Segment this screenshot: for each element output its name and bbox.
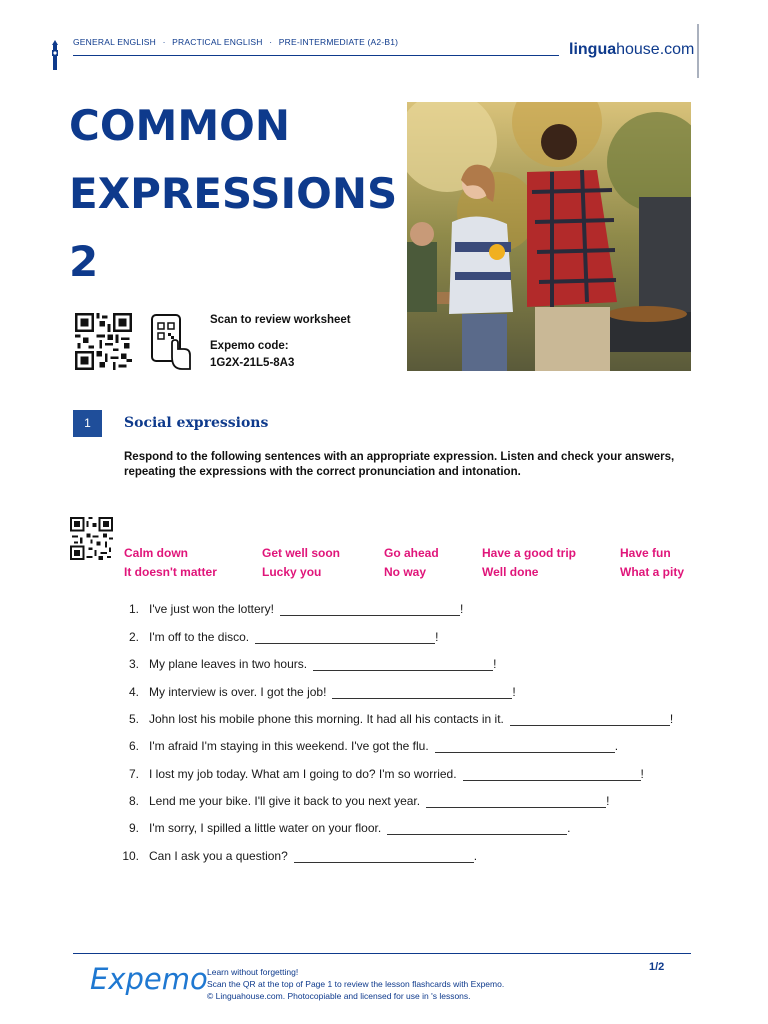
breadcrumb-item: GENERAL ENGLISH [73,37,156,47]
item-end-punct: ! [669,712,674,726]
expression-option: What a pity [620,565,685,579]
scan-instructions [210,312,351,372]
item-end-punct: . [614,739,619,753]
section-instructions: Respond to the following sentences with an appropriate expression. Listen and check your answers, repeating the expressions with the correct pronunciation and intonation. [124,451,675,478]
footer-copyright: © Linguahouse.com. Photocopiable and licensed for use in 's lessons. [207,991,471,1001]
page-number: 1/2 [649,961,665,973]
lesson-photo [407,102,691,371]
breadcrumb-item: PRE-INTERMEDIATE (A2-B1) [278,37,399,47]
exercise-item [114,739,618,753]
answer-blank[interactable] [280,603,460,616]
item-prompt: I'm afraid I'm staying in this weekend. I've got the flu. [149,739,429,753]
brand-logo[interactable] [569,41,694,59]
title-line: COMMON [69,101,290,150]
expression-option: Have a good trip [482,546,577,560]
expression-option: Lucky you [262,565,322,579]
item-number: 6. [128,739,139,753]
breadcrumb-item: PRACTICAL ENGLISH [172,37,263,47]
item-number: 5. [128,712,139,726]
item-number: 9. [128,821,139,835]
audio-qr-code-icon[interactable] [69,517,114,560]
answer-blank[interactable] [294,850,474,863]
answer-blank[interactable] [332,686,512,699]
item-number: 1. [128,602,139,616]
item-prompt: My plane leaves in two hours. [149,657,308,671]
section-title: Social expressions [124,415,269,431]
exercise-item [114,794,609,808]
header-side-bar [697,24,699,78]
item-prompt: Lend me your bike. I'll give it back to you next year. [149,794,421,808]
exercise-item [114,657,496,671]
footer-divider [73,953,691,954]
answer-blank[interactable] [510,713,670,726]
item-end-punct: . [473,849,478,863]
expression-option: No way [384,565,427,579]
item-prompt: I'm off to the disco. [149,630,250,644]
breadcrumb [73,37,402,47]
exercise-item [114,630,438,644]
section-number-badge: 1 [73,410,102,437]
answer-blank[interactable] [313,658,493,671]
item-prompt: I'm sorry, I spilled a little water on your floor. [149,821,382,835]
exercise-item [114,821,571,835]
item-number: 4. [128,685,139,699]
expression-option: Calm down [124,546,189,560]
photo-illustration [407,102,691,371]
title-line: 2 [69,237,99,286]
expression-option: Well done [482,565,539,579]
item-prompt: Can I ask you a question? [149,849,288,863]
breadcrumb-separator: · [162,37,166,47]
item-end-punct: ! [606,794,610,808]
item-prompt: John lost his mobile phone this morning. It had all his contacts in it. [149,712,504,726]
item-number: 7. [128,767,139,781]
item-prompt: I lost my job today. What am I going to do? I'm so worried. [149,767,457,781]
item-end-punct: ! [460,602,464,616]
answer-blank[interactable] [426,795,606,808]
item-number: 3. [128,657,139,671]
item-prompt: I've just won the lottery! [149,602,275,616]
exercise-item [114,712,673,726]
item-number: 2. [128,630,139,644]
brand-bold: lingua [569,41,617,58]
footer-tagline: Learn without forgetting! [207,967,299,977]
page-header [0,0,768,80]
item-end-punct: ! [640,767,644,781]
item-end-punct: ! [435,630,439,644]
brand-rest: house.com [616,41,695,58]
item-end-punct: ! [493,657,497,671]
expemo-logo[interactable]: Expemo [90,962,208,996]
exercise-item [114,602,463,616]
expression-option: Get well soon [262,546,341,560]
expression-option: It doesn't matter [124,565,217,579]
exercise-item [114,849,477,863]
big-ben-icon [50,40,60,70]
expression-option: Have fun [620,546,671,560]
expemo-code-label: Expemo code: [210,340,289,352]
qr-code-icon[interactable] [73,313,134,370]
answer-blank[interactable] [387,822,567,835]
item-number: 8. [128,794,139,808]
answer-blank[interactable] [435,740,615,753]
footer-text [207,966,504,1002]
title-line: EXPRESSIONS [69,169,398,218]
phone-scan-icon [150,313,192,371]
breadcrumb-separator: · [269,37,273,47]
item-prompt: My interview is over. I got the job! [149,685,327,699]
answer-blank[interactable] [255,631,435,644]
scan-label: Scan to review worksheet [210,314,351,326]
item-number: 10. [122,849,139,863]
page-title [69,92,398,296]
expression-option: Go ahead [384,546,439,560]
item-end-punct: . [567,821,571,835]
expemo-code-value: 1G2X-21L5-8A3 [210,357,295,369]
exercise-item [114,767,644,781]
exercise-item [114,685,516,699]
answer-blank[interactable] [463,768,641,781]
item-end-punct: ! [512,685,516,699]
header-divider [73,55,559,56]
footer-instructions: Scan the QR at the top of Page 1 to review the lesson flashcards with Expemo. [207,979,505,989]
